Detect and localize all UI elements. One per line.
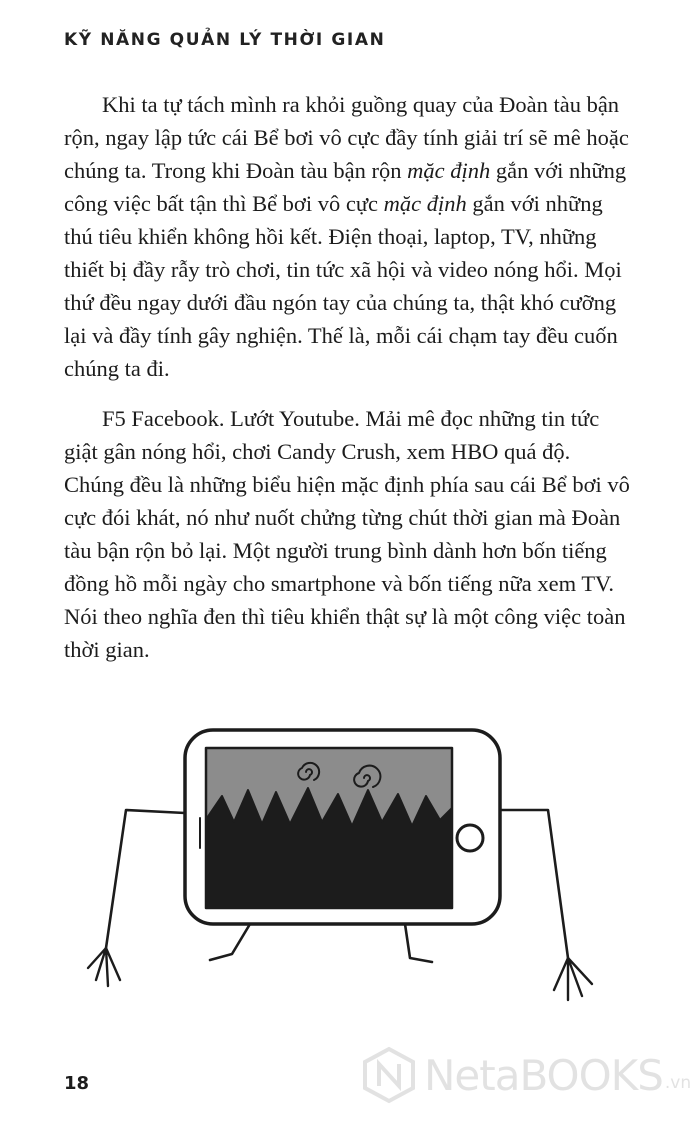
- page-body: [64, 88, 630, 666]
- paragraph-2: F5 Facebook. Lướt Youtube. Mải mê đọc những tin tức giật gân nóng hổi, chơi Candy Crush, xem HBO quá độ. Chúng đều là những biểu hiện mặc định phía sau cái Bể bơi vô cực đói khát, nó như nuốt chửng từng chút thời gian mà Đoàn tàu bận rộn bỏ lại. Một người trung bình dành hơn bốn tiếng đồng hồ mỗi ngày cho smartphone và bốn tiếng nữa xem TV. Nói theo nghĩa đen thì tiêu khiển thật sự là một công việc toàn thời gian.: [64, 406, 630, 662]
- netabooks-logo-icon: [362, 1046, 416, 1104]
- running-title: KỸ NĂNG QUẢN LÝ THỜI GIAN: [64, 30, 386, 50]
- p1-emphasis-1: mặc định: [407, 158, 491, 183]
- right-hand: [554, 958, 592, 1000]
- watermark: [362, 1046, 691, 1104]
- right-arm: [500, 810, 568, 958]
- right-leg: [405, 924, 432, 962]
- watermark-brand: NetaBOOKS: [424, 1050, 663, 1100]
- p1-seg-1: Khi ta tự tách mình ra khỏi guồng quay của Đoàn tàu bận rộn, ngay lập tức cái Bể bơi vô cực đầy tính giải trí sẽ mê hoặc chúng ta. Trong khi Đoàn tàu bận rộn: [64, 92, 629, 183]
- p1-emphasis-2: mặc định: [383, 191, 467, 216]
- page-number: 18: [64, 1073, 90, 1094]
- watermark-suffix: .vn: [664, 1073, 692, 1093]
- paragraph-1: [64, 88, 630, 385]
- p1-seg-2: gắn với những công việc bất tận thì Bể bơi vô cực: [64, 158, 627, 216]
- phone-monster-illustration: [60, 718, 600, 1038]
- p1-seg-3: gắn với những thú tiêu khiển không hồi kết. Điện thoại, laptop, TV, những thiết bị đầy rẫy trò chơi, tin tức xã hội và video nóng hổi. Mọi thứ đều ngay dưới đầu ngón tay của chúng ta, thật khó cưỡng lại và đầy tính gây nghiện. Thế là, mỗi cái chạm tay đều cuốn chúng ta đi.: [64, 191, 622, 381]
- left-hand: [88, 948, 120, 986]
- left-leg: [210, 924, 250, 960]
- home-button: [457, 825, 483, 851]
- left-arm: [106, 810, 185, 948]
